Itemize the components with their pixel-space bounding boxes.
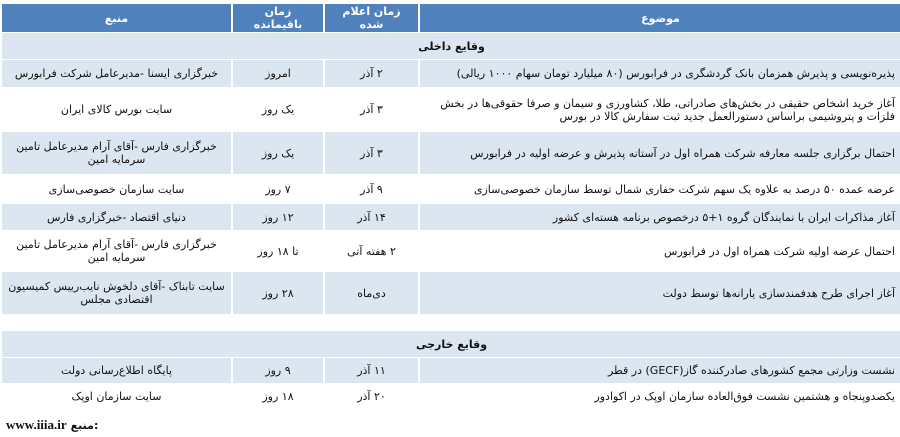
topic-cell: آغاز اجرای طرح هدفمندسازی یارانه‌ها توسط دولت xyxy=(419,272,900,315)
topic-cell: احتمال برگزاری جلسه معارفه شرکت همراه اول در آستانه پذیرش و عرضه اولیه در فرابورس xyxy=(419,132,900,175)
section-header-row xyxy=(1,331,900,358)
header-announced: زمان اعلام شده xyxy=(324,4,419,33)
announced-cell: دی‌ماه xyxy=(324,272,419,315)
announced-cell: ۲۰ آذر xyxy=(324,384,419,410)
header-remaining: زمان باقیمانده xyxy=(232,4,324,33)
remaining-cell: امروز xyxy=(232,60,324,88)
table-row xyxy=(1,204,900,231)
topic-cell: آغاز خرید اشخاص حقیقی در بخش‌های صادراتی، طلا، کشاورزی و سیمان و صرفا حقوقی‌ها در بخش فلزات و پتروشیمی براساس دستورالعمل جدید ثبت سفارش کالا در بورس xyxy=(419,88,900,132)
topic-cell: پذیره‌نویسی و پذیرش همزمان بانک گردشگری در فرابورس (۸۰ میلیارد تومان سهام ۱۰۰۰ ریالی) xyxy=(419,60,900,88)
table-row xyxy=(1,384,900,410)
remaining-cell: یک روز xyxy=(232,88,324,132)
footer-source xyxy=(6,417,98,433)
section-gap xyxy=(1,315,900,332)
table-body xyxy=(1,33,900,410)
table-row xyxy=(1,358,900,384)
table-row xyxy=(1,132,900,175)
remaining-cell: یک روز xyxy=(232,132,324,175)
header-topic: موضوع xyxy=(419,4,900,33)
topic-cell: عرضه عمده ۵۰ درصد به علاوه یک سهم شرکت حفاری شمال توسط سازمان خصوصی‌سازی xyxy=(419,175,900,204)
announced-cell: ۳ آذر xyxy=(324,88,419,132)
source-cell: خبرگزاری فارس -آقای آرام مدیرعامل تامین سرمایه امین xyxy=(1,231,232,272)
header-source: منبع xyxy=(1,4,232,33)
table-row xyxy=(1,272,900,315)
announced-cell: ۱۱ آذر xyxy=(324,358,419,384)
topic-cell: آغاز مذاکرات ایران با نمایندگان گروه ۱+۵ درخصوص برنامه هسته‌ای کشور xyxy=(419,204,900,231)
table-row xyxy=(1,175,900,204)
announced-cell: ۲ آذر xyxy=(324,60,419,88)
topic-cell: احتمال عرضه اولیه شرکت همراه اول در فرابورس xyxy=(419,231,900,272)
remaining-cell: ۲۸ روز xyxy=(232,272,324,315)
source-cell: دنیای اقتصاد -خبرگزاری فارس xyxy=(1,204,232,231)
source-cell: سایت بورس کالای ایران xyxy=(1,88,232,132)
announced-cell: ۱۴ آذر xyxy=(324,204,419,231)
remaining-cell: ۱۲ روز xyxy=(232,204,324,231)
remaining-cell: ۹ روز xyxy=(232,358,324,384)
source-cell: سایت سازمان اوپک xyxy=(1,384,232,410)
source-cell: خبرگزاری ایسنا -مدیرعامل شرکت فرابورس xyxy=(1,60,232,88)
remaining-cell: ۱۸ روز xyxy=(232,384,324,410)
footer-label: منبع: xyxy=(70,419,99,432)
table-row xyxy=(1,88,900,132)
remaining-cell: تا ۱۸ روز xyxy=(232,231,324,272)
section-header-row xyxy=(1,33,900,60)
table-row xyxy=(1,231,900,272)
section-title: وقایع داخلی xyxy=(1,33,900,60)
announced-cell: ۹ آذر xyxy=(324,175,419,204)
gap-cell xyxy=(1,315,900,332)
announced-cell: ۳ آذر xyxy=(324,132,419,175)
section-title: وقایع خارجی xyxy=(1,331,900,358)
source-cell: سایت تابناک -آقای دلخوش نایب‌رییس کمیسیون اقتصادی مجلس xyxy=(1,272,232,315)
source-cell: خبرگزاری فارس -آقای آرام مدیرعامل تامین سرمایه امین xyxy=(1,132,232,175)
table-row xyxy=(1,60,900,88)
remaining-cell: ۷ روز xyxy=(232,175,324,204)
events-table xyxy=(0,4,900,410)
topic-cell: یکصدوپنجاه و هشتمین نشست فوق‌العاده سازمان اوپک در اکوادور xyxy=(419,384,900,410)
source-cell: سایت سازمان خصوصی‌سازی xyxy=(1,175,232,204)
footer-url[interactable]: www.iiia.ir xyxy=(6,417,67,432)
announced-cell: ۲ هفته آتی xyxy=(324,231,419,272)
source-cell: پایگاه اطلاع‌رسانی دولت xyxy=(1,358,232,384)
header-row xyxy=(1,4,900,33)
topic-cell: نشست وزارتی مجمع کشورهای صادرکننده گاز(GECF) در قطر xyxy=(419,358,900,384)
